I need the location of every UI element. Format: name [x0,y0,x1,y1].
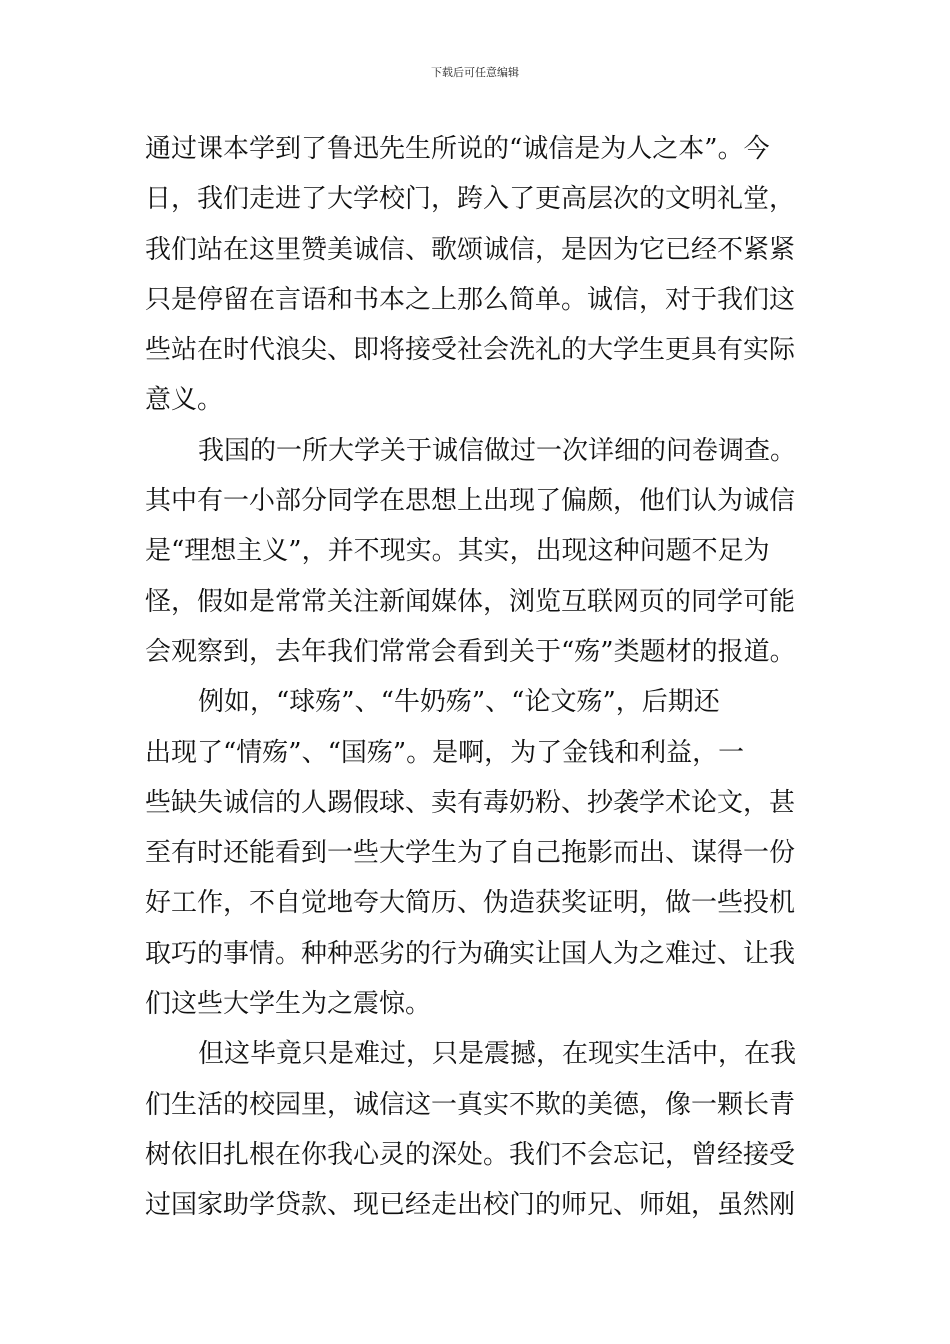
text-line: 好工作，不自觉地夸大简历、伪造获奖证明，做一些投机 [145,888,796,919]
text-line: 取巧的事情。种种恶劣的行为确实让国人为之难过、让我 [145,938,796,969]
text-line: 过国家助学贷款、现已经走出校门的师兄、师姐，虽然刚 [145,1190,796,1221]
page-header: 下载后可任意编辑 [431,66,519,79]
text-line: 些缺失诚信的人踢假球、卖有毒奶粉、抄袭学术论文，甚 [145,787,796,818]
text-line: 我们站在这里赞美诚信、歌颂诚信，是因为它已经不紧紧 [145,234,796,265]
text-line: 是“理想主义”，并不现实。其实，出现这种问题不足为 [145,536,770,567]
text-line: 怪，假如是常常关注新闻媒体，浏览互联网页的同学可能 [145,586,796,617]
text-line: 日，我们走进了大学校门，跨入了更高层次的文明礼堂， [145,184,796,215]
paragraph-start-line: 但这毕竟只是难过，只是震撼，在现实生活中，在我 [198,1039,797,1070]
text-line: 出现了“情殇”、“国殇”。是啊，为了金钱和利益，一 [145,737,745,768]
paragraph-start-line: 例如，“球殇”、“牛奶殇”、“论文殇”，后期还 [198,687,720,718]
text-line: 只是停留在言语和书本之上那么简单。诚信，对于我们这 [145,284,796,315]
text-line: 树依旧扎根在你我心灵的深处。我们不会忘记，曾经接受 [145,1139,796,1170]
text-line: 其中有一小部分同学在思想上出现了偏颇，他们认为诚信 [145,486,796,517]
text-line: 至有时还能看到一些大学生为了自己拖影而出、谋得一份 [145,838,796,869]
text-line: 们生活的校园里，诚信这一真实不欺的美德，像一颗长青 [145,1089,796,1120]
text-line: 些站在时代浪尖、即将接受社会洗礼的大学生更具有实际 [145,335,796,366]
text-line: 会观察到，去年我们常常会看到关于“殇”类题材的报道。 [145,636,796,667]
body-text [145,124,810,1231]
text-line: 意义。 [145,385,224,416]
text-line: 通过课本学到了鲁迅先生所说的“诚信是为人之本”。今 [145,134,770,164]
paragraph-start-line: 我国的一所大学关于诚信做过一次详细的问卷调查。 [198,435,797,466]
text-line: 们这些大学生为之震惊。 [145,989,432,1020]
